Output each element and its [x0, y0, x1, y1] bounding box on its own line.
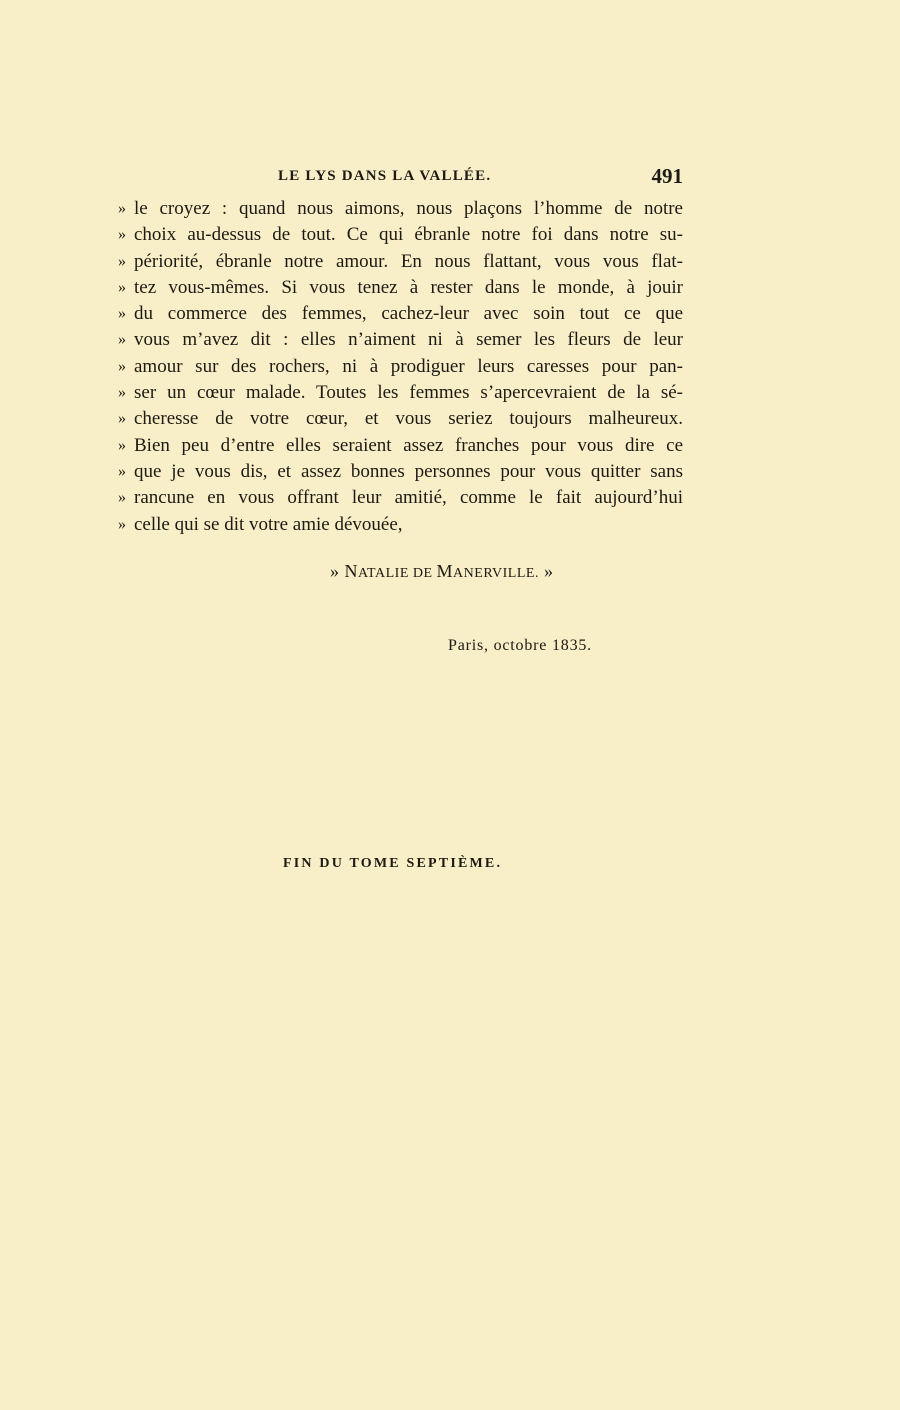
line-text: ser un cœur malade. Toutes les femmes s’apercevraient de la sé- [134, 382, 683, 404]
quote-mark: » [118, 226, 126, 244]
signature-part: ATALIE DE [358, 566, 437, 581]
text-line [118, 327, 683, 353]
text-line [118, 354, 683, 380]
place-date: Paris, octobre 1835. [448, 637, 592, 654]
text-line [118, 301, 683, 327]
quote-mark: » [118, 515, 126, 533]
quote-mark: » [118, 384, 126, 402]
signature-part: ANERVILLE. [453, 566, 539, 581]
quote-mark: » [118, 200, 126, 217]
signature-part: » [538, 561, 554, 581]
signature [330, 561, 553, 582]
quote-mark: » [118, 278, 126, 296]
text-line [118, 459, 683, 485]
line-text: cheresse de votre cœur, et vous seriez toujours malheureux. [134, 408, 683, 430]
text-line [118, 275, 683, 301]
line-text: amour sur des rochers, ni à prodiguer leurs caresses pour pan- [134, 355, 683, 377]
signature-part: M [436, 561, 454, 581]
text-line [118, 433, 683, 459]
text-line [118, 380, 683, 406]
quote-mark: » [118, 436, 126, 454]
running-header [118, 166, 683, 190]
line-text: tez vous-mêmes. Si vous tenez à rester dans le monde, à jouir [134, 276, 683, 298]
quote-mark: » [118, 357, 126, 375]
text-line [118, 512, 683, 538]
letter-text [118, 196, 683, 538]
signature-part: » N [330, 561, 358, 581]
quote-mark: » [118, 410, 126, 428]
text-line [118, 196, 683, 222]
line-text: périorité, ébranle notre amour. En nous flattant, vous vous flat- [134, 250, 683, 272]
quote-mark: » [118, 489, 126, 507]
text-line [118, 249, 683, 275]
line-text: du commerce des femmes, cachez-leur avec soin tout ce que [134, 303, 683, 325]
quote-mark: » [118, 331, 126, 349]
page-number: 491 [651, 164, 683, 188]
quote-mark: » [118, 462, 126, 480]
end-of-volume-note: FIN DU TOME SEPTIÈME. [283, 856, 503, 871]
line-text: que je vous dis, et assez bonnes personnes pour vous quitter sans [134, 460, 683, 482]
text-line [118, 406, 683, 432]
text-line [118, 222, 683, 248]
quote-mark: » [118, 252, 126, 270]
running-title: LE LYS DANS LA VALLÉE. [278, 168, 492, 184]
line-text: choix au-dessus de tout. Ce qui ébranle notre foi dans notre su- [134, 224, 683, 246]
line-text: celle qui se dit votre amie dévouée, [134, 513, 403, 535]
line-text: vous m’avez dit : elles n’aiment ni à semer les fleurs de leur [134, 329, 683, 351]
line-text: le croyez : quand nous aimons, nous plaçons l’homme de notre [134, 198, 683, 219]
text-line [118, 485, 683, 511]
line-text: rancune en vous offrant leur amitié, comme le fait aujourd’hui [134, 487, 683, 509]
quote-mark: » [118, 305, 126, 323]
line-text: Bien peu d’entre elles seraient assez franches pour vous dire ce [134, 434, 683, 456]
